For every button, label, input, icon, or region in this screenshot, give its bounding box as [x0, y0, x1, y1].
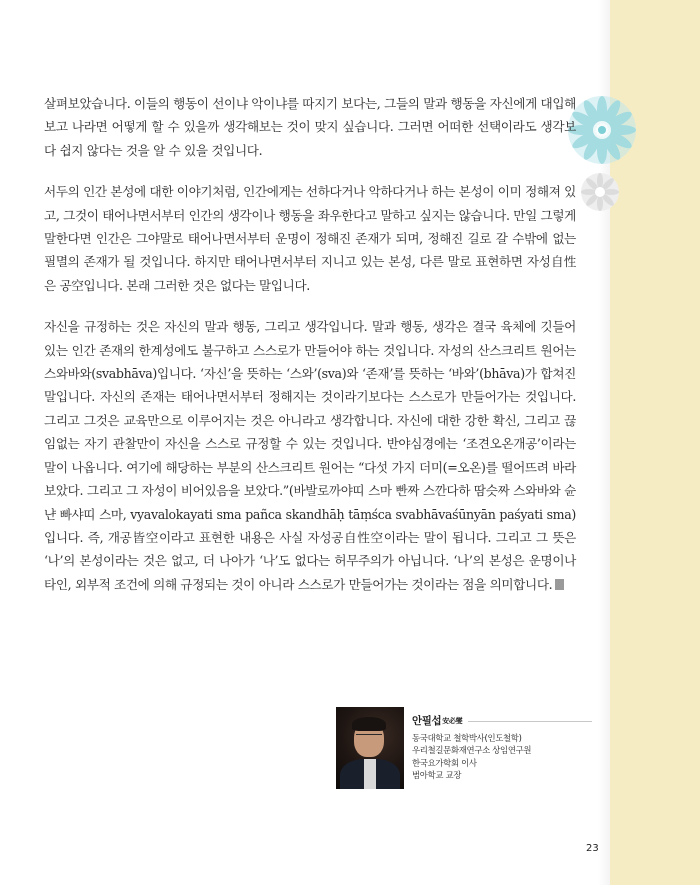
author-name-hanja: 安必燮: [442, 717, 463, 725]
paragraph-text: 자신을 규정하는 것은 자신의 말과 행동, 그리고 생각입니다. 말과 행동, 생각은 결국 육체에 깃들어 있는 인간 존재의 한계성에도 불구하고 스스로가 만들어야 하는 것입니다. 자성의 산스크리트 원어는 스와바와(svabhāva)입니다. ‘자신’을 뜻하는 ‘스와’(sva)와 ‘존재’를 뜻하는 ‘바와’(bhāva)가 합쳐진 말입니다. 자신의 존재는 태어나면서부터 정해지는 것이라기보다는 스스로가 만들어가는 것입니다. 그리고 그것은 교육만으로 이루어지는 것은 아니라고 생각합니다. 자신에 대한 강한 확신, 그리고 끊임없는 자기 관찰만이 자신을 스스로 규정할 수 있는 것입니다. 반야심경에는 ‘조견오온개공’이라는 말이 나옵니다. 여기에 해당하는 부분의 산스크리트 원어는 “다섯 가지 더미(=오온)를 떨어뜨려 바라보았다. 그리고 그 자성이 비어있음을 보았다.”(바발로까야띠 스마 빤짜 스깐다하 땀슷짜 스와바와 슌냔 빠샤띠 스마, vyavalokayati sma pañca skandhāḥ tāṃśca svabhāvaśūnyān paśyati sma)입니다. 즉, 개공皆空이라고 표현한 내용은 사실 자성공自性空이라는 말이 됩니다. 그리고 그 뜻은 ‘나’의 본성이라는 것은 없고, 더 나아가 ‘나’도 없다는 허무주의가 아닙니다. ‘나’의 본성은 운명이나 타인, 외부적 조건에 의해 규정되는 것이 아니라 스스로가 만들어가는 것이라는 점을 의미합니다.: [44, 319, 576, 592]
author-box: [336, 707, 586, 789]
author-name: 안필섭: [412, 715, 442, 727]
author-info: [412, 715, 592, 782]
page-number: 23: [586, 843, 599, 854]
author-credential: 우리철길문화재연구소 상임연구원: [412, 745, 532, 756]
dharma-wheel-icon: [566, 94, 638, 166]
divider: [468, 721, 592, 722]
author-credential: 동국대학교 철학박사(인도철학): [412, 732, 522, 743]
dharma-wheel-icon: [580, 172, 620, 212]
author-credential: 범아학교 교장: [412, 770, 462, 781]
article-body: [44, 92, 576, 596]
square-end-icon: [555, 579, 564, 590]
paragraph: [44, 315, 576, 596]
author-photo: [336, 707, 404, 789]
paragraph: 서두의 인간 본성에 대한 이야기처럼, 인간에게는 선하다거나 악하다거나 하는 본성이 이미 정해져 있고, 그것이 태어나면서부터 인간의 생각이나 행동을 좌우한다고 말하고 싶지는 않습니다. 만일 그렇게 말한다면 인간은 그야말로 태어나면서부터 운명이 정해진 존재가 되며, 정해진 길로 갈 수밖에 없는 필멸의 존재가 될 것입니다. 하지만 태어나면서부터 지니고 있는 본성, 다른 말로 표현하면 자성自性은 공空입니다. 본래 그러한 것은 없다는 말입니다.: [44, 184, 576, 293]
paragraph: 살펴보았습니다. 이들의 행동이 선이냐 악이냐를 따지기 보다는, 그들의 말과 행동을 자신에게 대입해보고 나라면 어떻게 할 수 있을까 생각해보는 것이 맞지 싶습니다. 그러면 어떠한 선택이라도 생각보다 쉽지 않다는 것을 알 수 있을 것입니다.: [44, 96, 576, 158]
author-credential: 한국요가학회 이사: [412, 757, 477, 768]
